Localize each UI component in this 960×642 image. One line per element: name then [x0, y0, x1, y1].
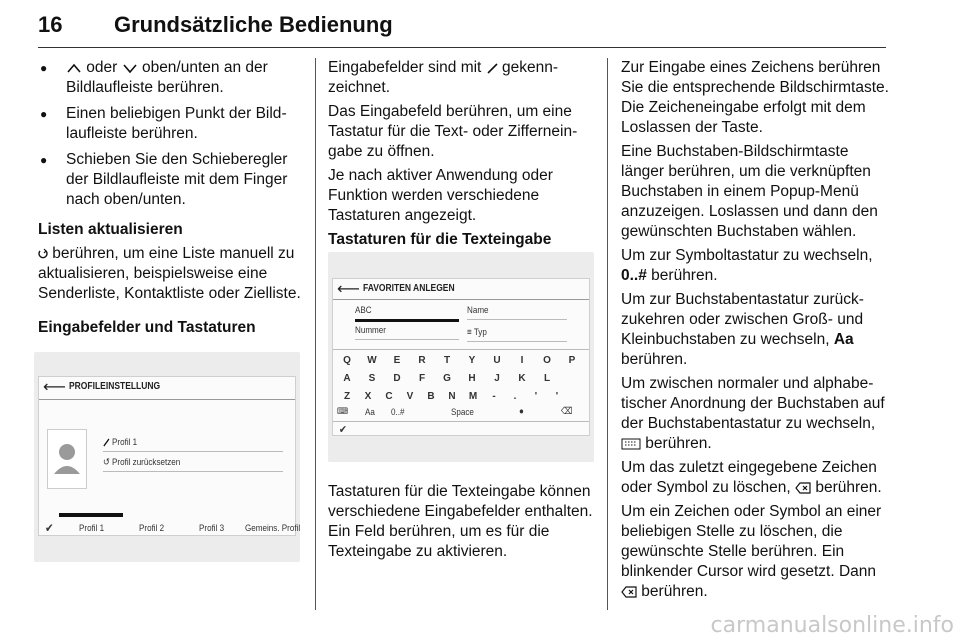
- scroll-instructions-list: [38, 58, 303, 210]
- keyboard-layout-icon: [621, 438, 641, 450]
- paragraph: Zur Eingabe eines Zeichens berühren Sie die entsprechende Bildschirmtaste. Die Zeicheneingabe erfolgt mit dem Loslassen der Taste.: [621, 59, 889, 136]
- divider: [333, 349, 589, 350]
- divider: [467, 319, 567, 320]
- paragraph: [38, 244, 303, 304]
- refresh-icon: [38, 248, 48, 260]
- page-title: Grundsätzliche Bedienung: [114, 12, 393, 37]
- page-header: [38, 6, 888, 46]
- column-divider-1: [315, 58, 316, 610]
- speech-icon: ●: [519, 406, 524, 417]
- paragraph-text: Um zur Buchstabentastatur zurückzukehren oder zwischen Groß- und Kleinbuchstaben zu wechseln,: [621, 291, 864, 348]
- field-label-number: Nummer: [355, 325, 386, 336]
- list-item-text: oder: [82, 59, 122, 76]
- keyboard-key: K: [518, 373, 526, 384]
- keyboard-key: P: [568, 355, 576, 366]
- divider: [355, 339, 459, 340]
- keyboard-key: Z: [343, 391, 351, 402]
- screen-profile-settings: [34, 352, 300, 562]
- list-item-text: Schieben Sie den Schieberegler der Bildlaufleiste mit dem Finger nach oben/unten.: [66, 151, 288, 208]
- keyboard-key: Y: [468, 355, 476, 366]
- paragraph-text: Um zwischen normaler und alphabetischer Anordnung der Buchstaben auf der Buchstabentastatur zu wechseln,: [621, 375, 885, 432]
- active-tab-indicator: [59, 513, 123, 517]
- keyboard-key: W: [367, 355, 377, 366]
- keyboard-key: H: [468, 373, 476, 384]
- keyboard-key: N: [448, 391, 456, 402]
- field-label-abc: ABC: [355, 305, 372, 316]
- keyboard-key: S: [368, 373, 376, 384]
- pencil-icon: [103, 438, 110, 447]
- checkmark-icon: ✔: [45, 521, 54, 535]
- backspace-icon: [621, 586, 637, 598]
- profile-reset-text: Profil zurücksetzen: [112, 457, 181, 468]
- screen-panel: [332, 278, 590, 436]
- profile-name-text: Profil 1: [112, 437, 138, 448]
- paragraph-text: Um zur Symboltastatur zu wechseln,: [621, 247, 873, 264]
- paragraph-text: gekennzeichnet.: [328, 59, 559, 96]
- paragraph: Je nach aktiver Anwendung oder Funktion werden verschiedene Tastaturen angezeigt.: [328, 167, 553, 224]
- list-item-text: oben/unten an der Bildlaufleiste berühren.: [66, 59, 268, 96]
- divider: [467, 341, 567, 342]
- divider: [333, 299, 589, 300]
- screen-panel: [38, 376, 300, 536]
- header-divider: [38, 47, 886, 48]
- keyboard-key: B: [427, 391, 435, 402]
- paragraph-text: berühren.: [811, 479, 882, 496]
- keyboard-key: E: [393, 355, 401, 366]
- page-number: 16: [38, 12, 63, 37]
- column-divider-2: [607, 58, 608, 610]
- backspace-icon: ⌫: [561, 406, 573, 417]
- column-2: [328, 58, 598, 254]
- paragraph: [621, 290, 889, 370]
- paragraph-text: Eingabefelder sind mit: [328, 59, 486, 76]
- list-item-text: Einen beliebigen Punkt der Bildlaufleiste berühren.: [66, 105, 287, 142]
- keyboard-key: I: [520, 355, 524, 366]
- tab-shared-profile: Gemeins. Profil: [245, 523, 300, 534]
- paragraph-text: berühren.: [637, 583, 708, 600]
- key-label: Aa: [833, 331, 854, 348]
- list-item: [38, 150, 303, 210]
- paragraph-text: berühren, um eine Liste manuell zu aktualisieren, beispielsweise eine Senderliste, Kontaktliste oder Zielliste.: [38, 245, 301, 302]
- keyboard-key: F: [418, 373, 426, 384]
- paragraph: [621, 502, 889, 602]
- key-space: Space: [451, 407, 474, 418]
- list-item: [38, 104, 303, 144]
- back-arrow-icon: ⟵: [43, 379, 66, 396]
- keyboard-key: ': [534, 391, 538, 402]
- keyboard-key: D: [393, 373, 401, 384]
- profile-reset-item: ↺ Profil zurücksetzen: [103, 457, 181, 468]
- keyboard-key: U: [493, 355, 501, 366]
- key-aa: Aa: [365, 407, 375, 418]
- screen-title: FAVORITEN ANLEGEN: [363, 283, 455, 294]
- keyboard-key: O: [543, 355, 551, 366]
- keyboard-key: .: [513, 391, 517, 402]
- paragraph-text: Um das zuletzt eingegebene Zeichen oder Symbol zu löschen,: [621, 459, 877, 496]
- key-label: 0..#: [621, 267, 647, 284]
- keyboard-key: T: [443, 355, 451, 366]
- keyboard-key: Q: [343, 355, 351, 366]
- field-label-type-text: Typ: [473, 327, 487, 338]
- paragraph: [621, 246, 889, 286]
- keyboard-key: -: [492, 391, 496, 402]
- paragraph-text: berühren.: [641, 435, 712, 452]
- watermark: carmanualsonline.info: [710, 613, 954, 638]
- keyboard-key: V: [406, 391, 414, 402]
- keyboard-key: ': [555, 391, 559, 402]
- divider: [39, 399, 295, 400]
- field-label-name: Name: [467, 305, 489, 316]
- tab-profile-3: Profil 3: [199, 523, 225, 534]
- avatar: [47, 429, 87, 489]
- profile-name-field: [103, 437, 137, 448]
- chevron-up-icon: [66, 62, 82, 74]
- section-heading: Tastaturen für die Texteingabe: [328, 231, 552, 248]
- paragraph-text: berühren.: [621, 351, 688, 368]
- pencil-icon: [486, 62, 498, 74]
- keyboard-key: J: [494, 373, 500, 384]
- backspace-icon: [795, 482, 811, 494]
- caption: Tastaturen für die Texteingabe können verschiedene Eingabefelder enthalten. Ein Feld berühren, um es für die Texteingabe zu aktivieren.: [328, 483, 593, 560]
- keyboard-key: A: [343, 373, 351, 384]
- paragraph: [328, 58, 598, 98]
- screen-keyboard: [328, 252, 594, 462]
- screen-title: PROFILEINSTELLUNG: [69, 381, 161, 392]
- column-1: [38, 58, 303, 342]
- keyboard-layout-icon: ⌨: [337, 406, 349, 416]
- tab-profile-1: Profil 1: [79, 523, 105, 534]
- divider: [103, 451, 283, 452]
- active-field-indicator: [355, 319, 459, 322]
- keyboard-key: G: [443, 373, 451, 384]
- section-heading: Listen aktualisieren: [38, 221, 183, 238]
- checkmark-icon: ✔: [339, 424, 347, 436]
- field-label-type: ≡ Typ: [467, 327, 487, 338]
- paragraph-text: berühren.: [646, 267, 718, 284]
- column-2-caption: [328, 482, 598, 566]
- keyboard-key: C: [385, 391, 393, 402]
- divider: [103, 471, 283, 472]
- keyboard-key: X: [364, 391, 372, 402]
- paragraph: Das Eingabefeld berühren, um eine Tastatur für die Text- oder Zifferneingabe zu öffnen.: [328, 103, 578, 160]
- divider: [333, 421, 589, 422]
- column-3: [621, 58, 889, 606]
- section-heading: Eingabefelder und Tastaturen: [38, 319, 256, 336]
- paragraph: Eine Buchstaben-Bildschirmtaste länger berühren, um die verknüpften Buchstaben in einem Popup-Menü anzuzeigen. Loslassen und dann den gewünschten Buchstaben wählen.: [621, 143, 878, 240]
- paragraph: [621, 458, 889, 498]
- paragraph: [621, 374, 889, 454]
- user-silhouette-icon: [48, 430, 86, 488]
- chevron-down-icon: [122, 62, 138, 74]
- paragraph-text: Um ein Zeichen oder Symbol an einer beliebigen Stelle zu löschen, die gewünschte Stelle berühren. Ein blinkender Cursor wird gesetzt. Dann: [621, 503, 882, 580]
- tab-profile-2: Profil 2: [139, 523, 165, 534]
- list-item: [38, 58, 303, 98]
- back-arrow-icon: ⟵: [337, 281, 360, 298]
- keyboard-key: R: [418, 355, 426, 366]
- keyboard-key: M: [468, 391, 478, 402]
- keyboard-key: L: [543, 373, 551, 384]
- key-symbols: 0..#: [391, 407, 405, 418]
